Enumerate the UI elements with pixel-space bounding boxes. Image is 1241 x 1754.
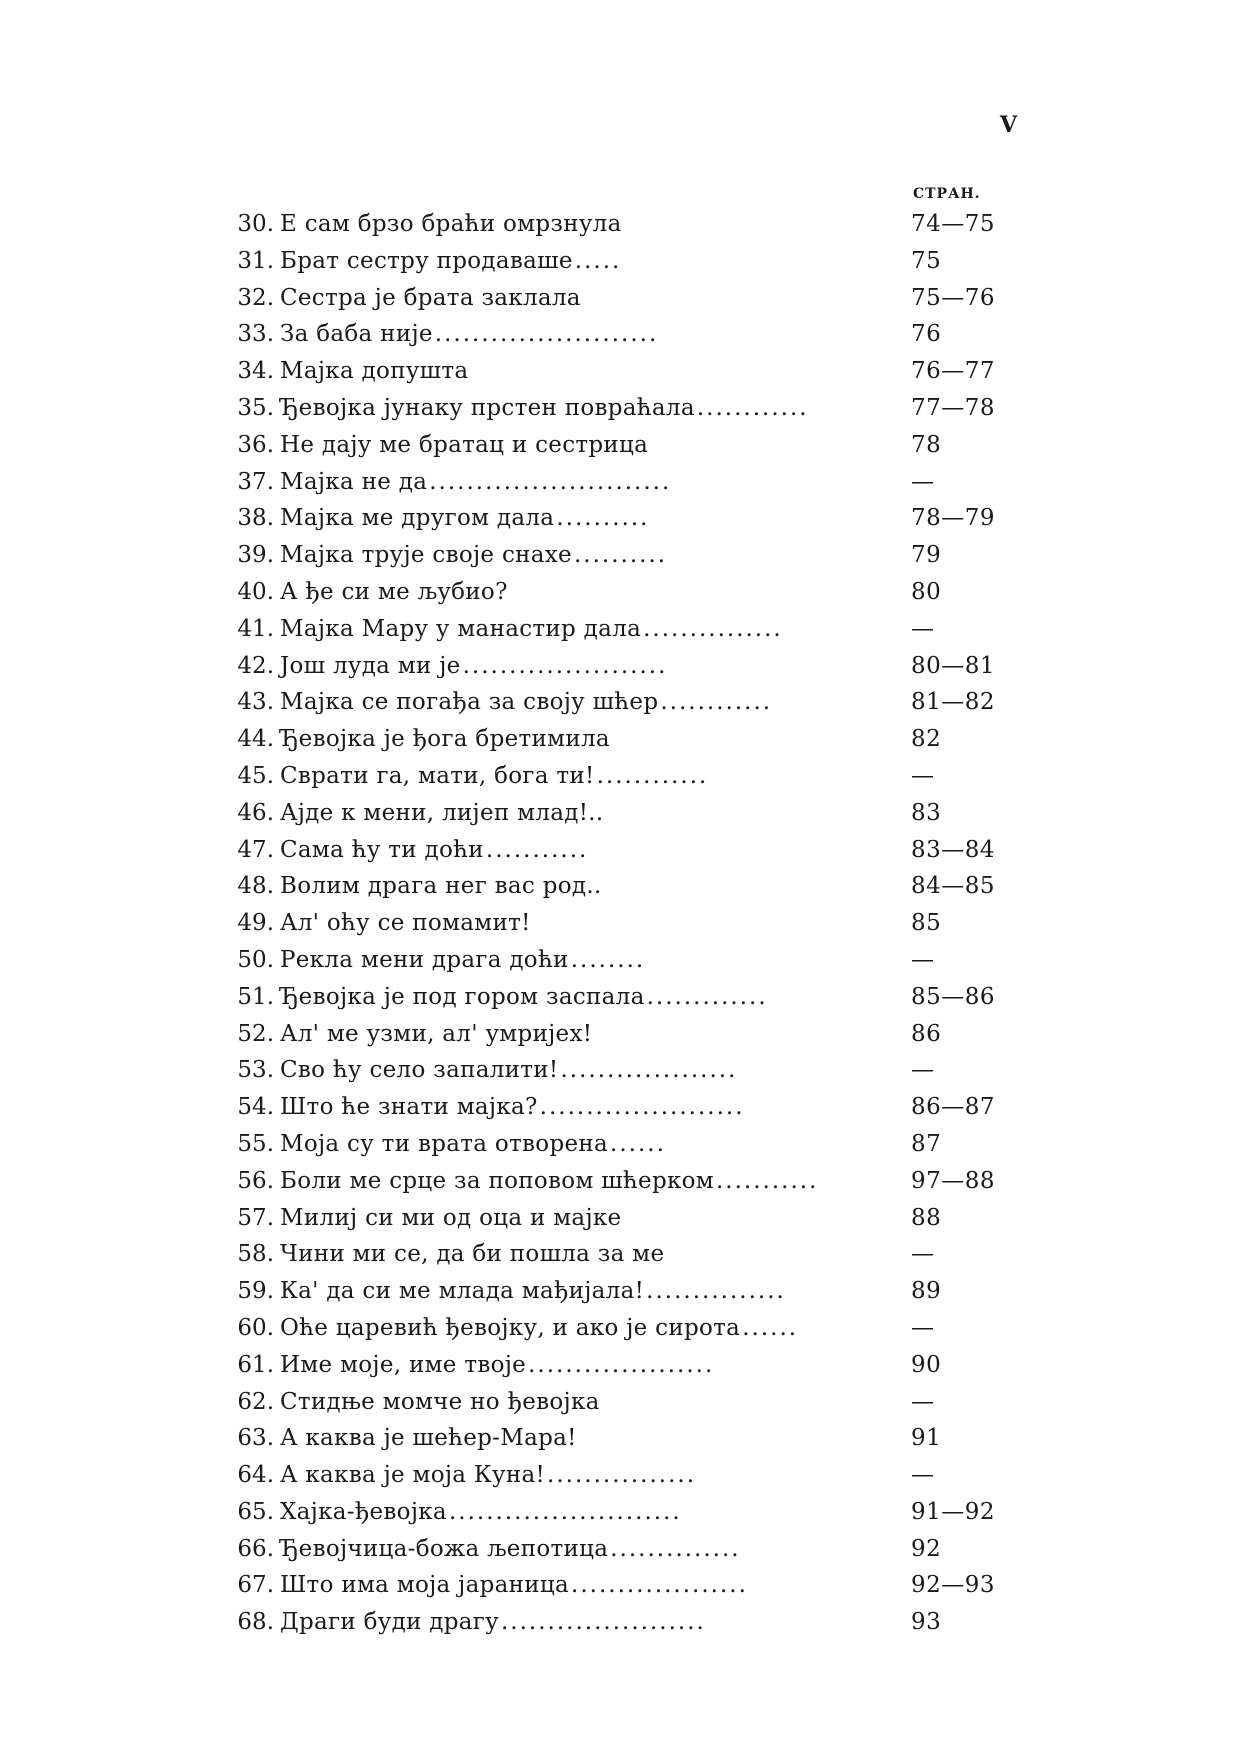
toc-entry-leader-dots: ................ [547, 1462, 697, 1489]
toc-entry-page: — [911, 1314, 935, 1341]
toc-entry-number: 66. [237, 1535, 274, 1562]
toc-entry-page: 80—81 [911, 652, 996, 679]
toc-entry-leader-dots: ........... [716, 1167, 819, 1194]
toc-entry-title: А каква је шећер-Мара! [280, 1425, 577, 1452]
toc-entry-page: — [911, 1057, 935, 1084]
toc-entry [228, 280, 1018, 317]
toc-entry-number: 50. [237, 946, 274, 973]
toc-entry-page: — [911, 468, 935, 495]
toc-entry [228, 353, 1018, 390]
toc-entry-title: Сама ћу ти доћи [280, 836, 484, 863]
toc-entry-number: 68. [237, 1609, 274, 1636]
toc-entry-title: Моја су ти врата отворена [280, 1130, 609, 1157]
toc-entry-leader-dots: ................... [571, 1572, 748, 1599]
toc-entry-leader-dots: ...................... [501, 1609, 706, 1636]
toc-entry-page: 88 [911, 1204, 942, 1231]
toc-entry [228, 1347, 1018, 1384]
toc-entry-number: 53. [237, 1057, 274, 1084]
toc-entry-page: 85—86 [911, 983, 996, 1010]
toc-entry [228, 243, 1018, 280]
toc-entry-title: Што ће знати мајка? [280, 1094, 538, 1121]
toc-entry-number: 36. [237, 431, 274, 458]
toc-entry-title: Ал' оћу се помамит! [280, 910, 531, 937]
toc-entry-leader-dots: .......... [556, 505, 650, 532]
toc-entry [228, 1200, 1018, 1237]
toc-entry-leader-dots: ........... [485, 836, 589, 863]
toc-entry-leader-dots: ...................... [539, 1094, 745, 1121]
toc-entry-number: 59. [237, 1278, 274, 1305]
toc-entry [228, 758, 1018, 795]
toc-entry [228, 574, 1018, 611]
toc-entry-number: 34. [237, 358, 274, 385]
toc-entry-page: 83—84 [911, 836, 996, 863]
toc-entry-title: А каква је моја Куна! [280, 1462, 546, 1489]
toc-entry-page: 87 [911, 1130, 942, 1157]
toc-entry-page: 97—88 [911, 1167, 996, 1194]
toc-entry [228, 427, 1018, 464]
toc-entry-leader-dots: ...................... [462, 652, 668, 679]
toc-entry [228, 1494, 1018, 1531]
toc-entry-number: 47. [237, 836, 274, 863]
toc-entry-leader-dots: ............ [660, 689, 773, 716]
toc-entry-page: — [911, 762, 935, 789]
toc-entry-number: 57. [237, 1204, 274, 1231]
toc-entry-number: 67. [237, 1572, 274, 1599]
toc-entry-page: 76 [911, 321, 942, 348]
toc-entry-title: Милиј си ми од оца и мајке [280, 1204, 622, 1231]
toc-entry-number: 40. [237, 578, 274, 605]
toc-entry-page: 79 [911, 542, 942, 569]
toc-entry [228, 1457, 1018, 1494]
toc-entry-page: 85 [911, 910, 942, 937]
toc-entry-leader-dots: ............... [646, 1278, 786, 1305]
toc-entry [228, 464, 1018, 501]
toc-entry-title: Ајде к мени, лијеп млад!.. [280, 799, 604, 826]
toc-entry-title: А ђе си ме љубио? [280, 578, 508, 605]
toc-entry [228, 537, 1018, 574]
toc-entry-page: — [911, 1462, 935, 1489]
toc-entry-leader-dots: ............. [646, 983, 768, 1010]
toc-entry-leader-dots: ......................... [448, 1498, 682, 1525]
toc-entry-title: Још луда ми је [280, 652, 461, 679]
toc-entry-number: 60. [237, 1314, 274, 1341]
toc-entry [228, 721, 1018, 758]
toc-entry-page: 82 [911, 726, 942, 753]
toc-entry-page: 74—75 [911, 211, 996, 237]
toc-entry-page: 90 [911, 1351, 942, 1378]
toc-entry-leader-dots: .................... [528, 1351, 715, 1378]
toc-entry-title: Ђевојка је ђога бретимила [280, 726, 610, 753]
toc-entry [228, 390, 1018, 427]
toc-entry-number: 52. [237, 1020, 274, 1047]
toc-entry [228, 1310, 1018, 1347]
toc-entry-page: 92 [911, 1535, 942, 1562]
toc-entry-title: Сврати га, мати, бога ти! [280, 762, 595, 789]
toc-entry [228, 1163, 1018, 1200]
toc-entry [228, 611, 1018, 648]
toc-entry-title: Оће царевић ђевојку, и ако је сирота [280, 1314, 741, 1341]
toc-entry-number: 49. [237, 910, 274, 937]
toc-entry-number: 56. [237, 1167, 274, 1194]
toc-entry-title: Ка' да си ме млада мађијала! [280, 1278, 645, 1305]
toc-entry-number: 30. [237, 211, 274, 237]
toc-entry-page: — [911, 946, 935, 973]
toc-entry-number: 37. [237, 468, 274, 495]
toc-entry-number: 31. [237, 247, 274, 274]
toc-entry-title: Драги буди драгу [280, 1609, 499, 1636]
toc-entry-page: — [911, 1388, 935, 1415]
toc-entry-title: Стидње момче но ђевојка [280, 1388, 600, 1415]
toc-entry [228, 1567, 1018, 1604]
toc-entry-title: За баба није [280, 321, 433, 348]
toc-entry [228, 1126, 1018, 1163]
toc-entry-leader-dots: .......... [573, 542, 668, 569]
toc-entry-page: 78—79 [911, 505, 996, 532]
toc-entry-number: 54. [237, 1094, 274, 1121]
toc-entry-title: Што има моја јараница [280, 1572, 570, 1599]
toc-entry [228, 942, 1018, 979]
table-of-contents [228, 206, 1018, 1641]
toc-entry-number: 35. [237, 394, 274, 421]
toc-entry-leader-dots: ...... [742, 1314, 799, 1341]
toc-entry [228, 905, 1018, 942]
toc-entry-title: Хајка-ђевојка [280, 1498, 447, 1525]
toc-entry-leader-dots: ........ [570, 946, 646, 973]
toc-entry-title: Мајка допушта [280, 358, 469, 385]
toc-entry-page: 83 [911, 799, 942, 826]
toc-entry-title: Мајка трује своје снахе [280, 542, 572, 569]
toc-entry-number: 65. [237, 1498, 274, 1525]
toc-entry-leader-dots: ..... [574, 247, 622, 274]
toc-entry-title: Мајка се погађа за своју шћер [280, 689, 659, 716]
toc-entry-number: 45. [237, 762, 274, 789]
toc-entry [228, 795, 1018, 832]
toc-entry [228, 1604, 1018, 1641]
toc-entry-leader-dots: ............ [696, 394, 809, 421]
toc-entry-page: 89 [911, 1278, 942, 1305]
toc-entry-number: 38. [237, 505, 274, 532]
toc-entry-number: 39. [237, 542, 274, 569]
toc-entry-title: Ђевојчица-божа љепотица [280, 1535, 609, 1562]
toc-entry-page: 77—78 [911, 394, 996, 421]
toc-entry-number: 43. [237, 689, 274, 716]
toc-entry [228, 1089, 1018, 1126]
toc-entry-number: 33. [237, 321, 274, 348]
toc-entry-page: 78 [911, 431, 942, 458]
page-column-header: СТРАН. [913, 186, 981, 202]
toc-entry-number: 41. [237, 615, 274, 642]
toc-entry-number: 61. [237, 1351, 274, 1378]
toc-entry-number: 62. [237, 1388, 274, 1415]
toc-entry-title: Чини ми се, да би пошла за ме [280, 1241, 665, 1268]
toc-entry [228, 1016, 1018, 1053]
toc-entry-number: 48. [237, 873, 274, 900]
toc-entry-leader-dots: .......................... [429, 468, 672, 495]
toc-entry-leader-dots: ...... [610, 1130, 666, 1157]
toc-entry-page: — [911, 615, 935, 642]
toc-entry [228, 1236, 1018, 1273]
toc-entry [228, 1384, 1018, 1421]
toc-entry-leader-dots: .............. [610, 1535, 741, 1562]
toc-entry-title: Мајка ме другом дала [280, 505, 555, 532]
toc-entry-page: 91—92 [911, 1498, 996, 1525]
toc-entry-page: 91 [911, 1425, 942, 1452]
toc-entry-leader-dots: ................... [560, 1057, 738, 1084]
toc-entry [228, 979, 1018, 1016]
toc-entry-title: Ал' ме узми, ал' умријех! [280, 1020, 593, 1047]
toc-entry-page: 93 [911, 1609, 942, 1636]
toc-entry-number: 55. [237, 1130, 274, 1157]
toc-entry-title: Рекла мени драга доћи [280, 946, 569, 973]
toc-entry-number: 32. [237, 284, 274, 311]
toc-entry [228, 648, 1018, 685]
toc-entry-page: 75—76 [911, 284, 996, 311]
toc-entry-page: — [911, 1241, 935, 1268]
toc-entry-title: Ђевојка је под гором заспала [280, 983, 645, 1010]
toc-entry-title: Име моје, име твоје [280, 1351, 527, 1378]
toc-entry-page: 86 [911, 1020, 942, 1047]
toc-entry [228, 500, 1018, 537]
toc-entry [228, 206, 1018, 243]
toc-entry-title: Мајка Мару у манастир дала [280, 615, 642, 642]
toc-entry-title: Сестра је брата заклала [280, 284, 581, 311]
toc-entry [228, 1531, 1018, 1568]
toc-entry-title: Сво ћу село запалити! [280, 1057, 559, 1084]
page-number: V [1000, 112, 1018, 138]
toc-entry [228, 1273, 1018, 1310]
toc-entry-title: Боли ме срце за поповом шћерком [280, 1167, 714, 1194]
toc-entry-leader-dots: ........................ [434, 321, 659, 348]
toc-entry-title: Ђевојка јунаку прстен повраћала [280, 394, 695, 421]
toc-entry-page: 81—82 [911, 689, 996, 716]
toc-entry-page: 84—85 [911, 873, 996, 900]
toc-entry-number: 58. [237, 1241, 274, 1268]
toc-entry [228, 316, 1018, 353]
toc-entry-title: Не дају ме братац и сестрица [280, 431, 649, 458]
toc-entry [228, 684, 1018, 721]
toc-entry-page: 86—87 [911, 1094, 996, 1121]
toc-entry-number: 63. [237, 1425, 274, 1452]
toc-entry-title: Брат сестру продаваше [280, 247, 573, 274]
toc-entry [228, 868, 1018, 905]
toc-entry-number: 44. [237, 726, 274, 753]
toc-entry-page: 76—77 [911, 358, 996, 385]
toc-entry-page: 80 [911, 578, 942, 605]
toc-entry-title: Волим драга нег вас род.. [280, 873, 602, 900]
toc-entry-leader-dots: ............... [643, 615, 783, 642]
toc-entry [228, 832, 1018, 869]
toc-entry-number: 42. [237, 652, 274, 679]
toc-entry-number: 51. [237, 983, 274, 1010]
toc-entry-title: Мајка не да [280, 468, 428, 495]
toc-entry-title: Е сам брзо браћи омрзнула [280, 211, 622, 237]
toc-entry-number: 46. [237, 799, 274, 826]
toc-entry-leader-dots: ............ [596, 762, 709, 789]
toc-entry-page: 92—93 [911, 1572, 996, 1599]
toc-entry-page: 75 [911, 247, 942, 274]
toc-entry [228, 1420, 1018, 1457]
toc-entry-number: 64. [237, 1462, 274, 1489]
toc-entry [228, 1052, 1018, 1089]
